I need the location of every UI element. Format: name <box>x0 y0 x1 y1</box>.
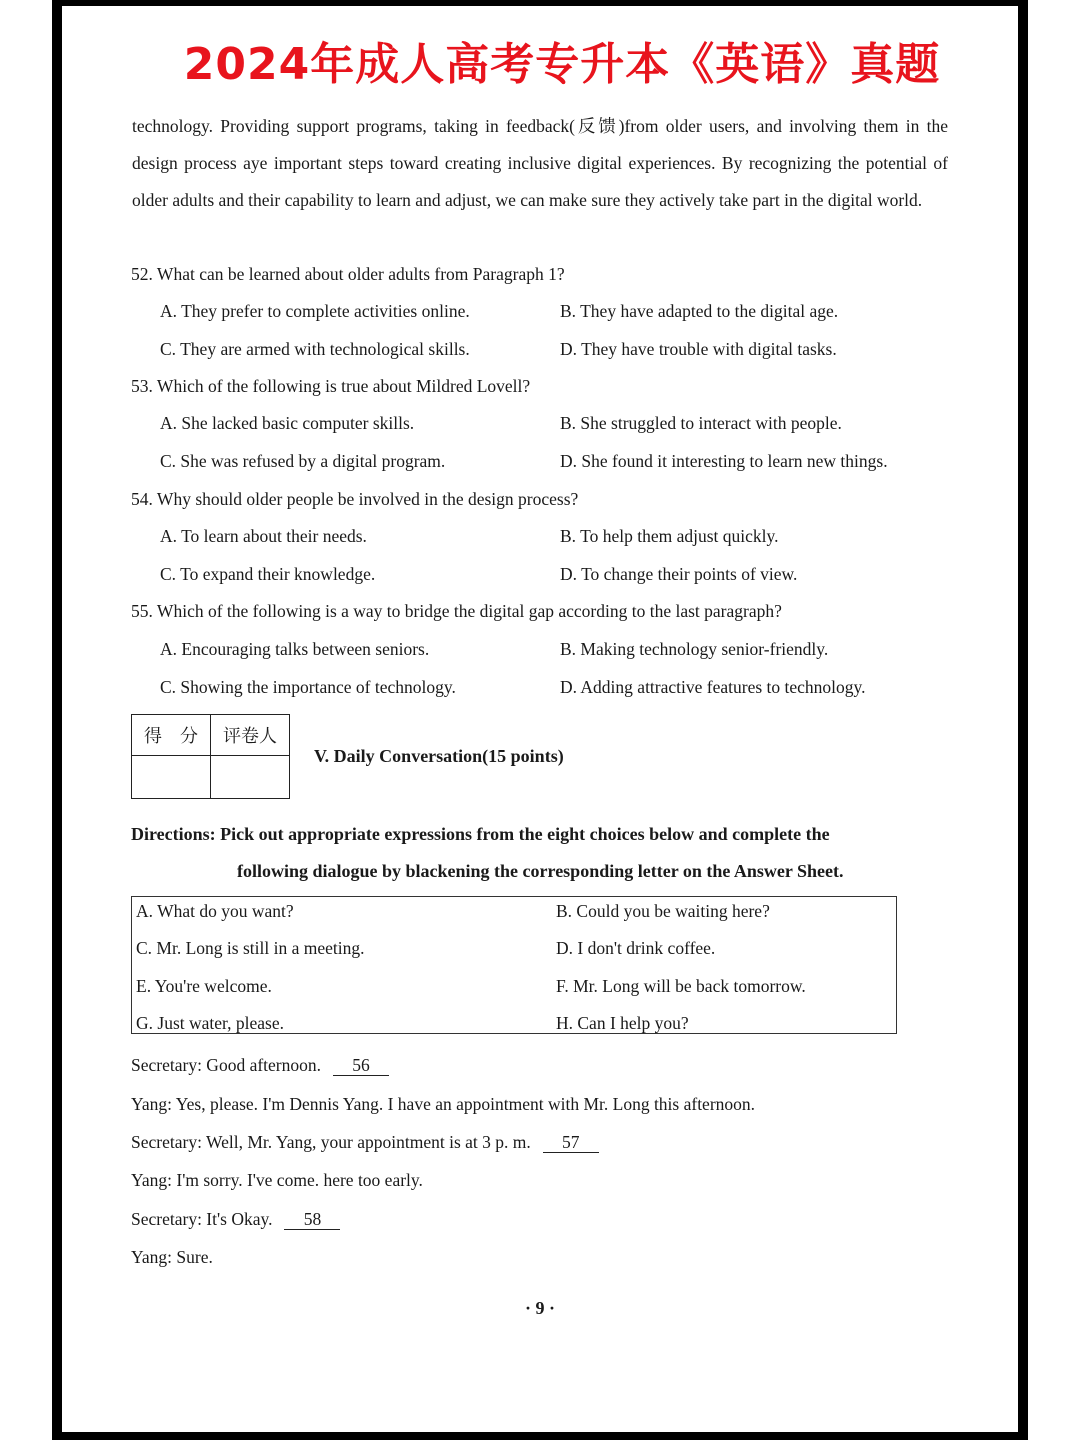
question-52-option-d: D. They have trouble with digital tasks. <box>560 339 837 359</box>
choice-e: E. You're welcome. <box>136 976 272 996</box>
score-cell <box>132 756 211 799</box>
page-border-bottom <box>52 1432 1028 1440</box>
page-title: 2024年成人高考专升本《英语》真题 <box>183 39 941 90</box>
question-55: 55. Which of the following is a way to bridge the digital gap according to the last paragraph? <box>131 601 782 621</box>
dialogue-text: Secretary: It's Okay. <box>131 1209 273 1229</box>
question-55-option-c: C. Showing the importance of technology. <box>160 677 456 697</box>
question-53-option-a: A. She lacked basic computer skills. <box>160 413 415 433</box>
blank-58: 58 <box>284 1209 340 1230</box>
choices-box <box>131 896 897 1034</box>
blank-56: 56 <box>333 1055 389 1076</box>
question-52-option-b: B. They have adapted to the digital age. <box>560 301 839 321</box>
question-52-option-a: A. They prefer to complete activities online. <box>160 301 470 321</box>
page-border-right <box>1018 0 1028 1440</box>
grader-label: 评卷人 <box>211 715 290 756</box>
question-53-option-c: C. She was refused by a digital program. <box>160 451 446 471</box>
blank-57: 57 <box>543 1132 599 1153</box>
choice-b: B. Could you be waiting here? <box>556 901 770 921</box>
section-heading: V. Daily Conversation(15 points) <box>314 746 564 766</box>
choice-a: A. What do you want? <box>136 901 294 921</box>
question-54-option-d: D. To change their points of view. <box>560 564 798 584</box>
dialogue-line-6 <box>131 1247 213 1268</box>
question-52: 52. What can be learned about older adults from Paragraph 1? <box>131 264 565 284</box>
directions-line-1: Pick out appropriate expressions from the eight choices below and complete the <box>220 824 830 844</box>
question-53-option-d: D. She found it interesting to learn new things. <box>560 451 888 471</box>
directions-line-2: following dialogue by blackening the corresponding letter on the Answer Sheet. <box>237 861 844 881</box>
page-number: · 9 · <box>524 1298 555 1318</box>
question-54-option-b: B. To help them adjust quickly. <box>560 526 779 546</box>
choice-g: G. Just water, please. <box>136 1013 285 1033</box>
choice-c: C. Mr. Long is still in a meeting. <box>136 938 365 958</box>
dialogue-text: Yang: I'm sorry. I've come. here too early. <box>131 1170 423 1190</box>
directions-label: Directions: <box>131 824 216 844</box>
dialogue-text: Yang: Sure. <box>131 1247 213 1267</box>
page-border-top <box>52 0 1028 6</box>
dialogue-line-5 <box>131 1209 340 1230</box>
question-53-option-b: B. She struggled to interact with people. <box>560 413 842 433</box>
question-52-option-c: C. They are armed with technological skills. <box>160 339 470 359</box>
choice-d: D. I don't drink coffee. <box>556 938 716 958</box>
choice-f: F. Mr. Long will be back tomorrow. <box>556 976 806 996</box>
question-55-option-d: D. Adding attractive features to technology. <box>560 677 866 697</box>
dialogue-text: Secretary: Good afternoon. <box>131 1055 321 1075</box>
grader-cell <box>211 756 290 799</box>
choice-h: H. Can I help you? <box>556 1013 689 1033</box>
question-55-option-a: A. Encouraging talks between seniors. <box>160 639 430 659</box>
question-54: 54. Why should older people be involved in the design process? <box>131 489 579 509</box>
dialogue-line-3 <box>131 1132 599 1153</box>
question-54-option-c: C. To expand their knowledge. <box>160 564 376 584</box>
question-55-option-b: B. Making technology senior-friendly. <box>560 639 829 659</box>
score-label: 得 分 <box>132 715 211 756</box>
page-border-left <box>52 0 62 1440</box>
question-54-option-a: A. To learn about their needs. <box>160 526 367 546</box>
passage-paragraph: technology. Providing support programs, taking in feedback(反馈)from older users, and involving them in the design process aye important steps toward creating inclusive digital experiences. By recognizing the potential of older adults and their capability to learn and adjust, we can make sure they actively take part in the digital world. <box>132 116 948 210</box>
directions <box>131 816 951 890</box>
dialogue-text: Yang: Yes, please. I'm Dennis Yang. I have an appointment with Mr. Long this afternoon. <box>131 1094 756 1114</box>
dialogue-text: Secretary: Well, Mr. Yang, your appointment is at 3 p. m. <box>131 1132 531 1152</box>
dialogue-line-1 <box>131 1055 389 1076</box>
score-box <box>131 714 290 799</box>
dialogue-line-4 <box>131 1170 423 1191</box>
dialogue-line-2 <box>131 1094 755 1115</box>
question-53: 53. Which of the following is true about Mildred Lovell? <box>131 376 531 396</box>
